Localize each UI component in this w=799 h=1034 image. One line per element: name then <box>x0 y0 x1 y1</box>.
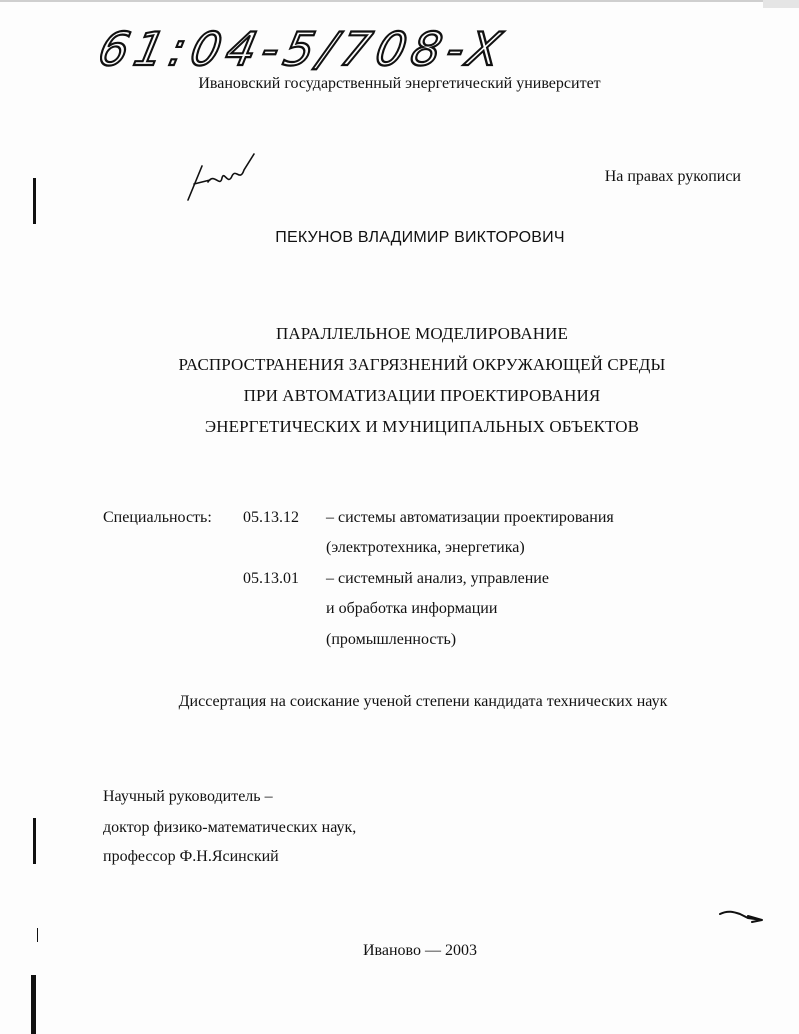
specialty-code: 05.13.01 <box>243 570 299 587</box>
supervisor-role: Научный руководитель – <box>103 788 273 805</box>
specialty-description-cont: и обработка информации <box>326 600 498 617</box>
degree-statement: Диссертация на соискание ученой степени кандидата технических наук <box>178 693 668 710</box>
handwritten-number-text: 61:04-5/708-X <box>100 22 512 76</box>
specialty-code: 05.13.12 <box>243 509 299 526</box>
title-line: ПАРАЛЛЕЛЬНОЕ МОДЕЛИРОВАНИЕ <box>276 324 568 343</box>
binding-mark <box>31 975 36 1034</box>
specialty-description: – системы автоматизации проектирования <box>326 509 614 526</box>
binding-mark <box>37 928 38 942</box>
signature-mark-icon <box>180 148 260 208</box>
supervisor-degree: доктор физико-математических наук, <box>103 819 357 836</box>
specialty-label: Специальность: <box>103 509 212 526</box>
manuscript-rights-label: На правах рукописи <box>604 168 741 185</box>
binding-mark <box>33 178 36 224</box>
scan-top-edge <box>0 0 799 2</box>
handwritten-number-stroke <box>100 10 570 80</box>
binding-mark <box>33 818 36 864</box>
specialty-description-cont: (электротехника, энергетика) <box>326 539 525 556</box>
title-line: ЭНЕРГЕТИЧЕСКИХ И МУНИЦИПАЛЬНЫХ ОБЪЕКТОВ <box>204 417 640 436</box>
supervisor-name: профессор Ф.Н.Ясинский <box>103 848 279 865</box>
university-name: Ивановский государственный энергетический университет <box>198 75 601 92</box>
dissertation-title <box>0 318 799 442</box>
specialty-description-cont: (промышленность) <box>326 631 457 648</box>
handwritten-catalog-number <box>100 10 570 80</box>
title-line: РАСПРОСТРАНЕНИЯ ЗАГРЯЗНЕНИЙ ОКРУЖАЮЩЕЙ СРЕДЫ <box>178 355 666 374</box>
scan-corner-shadow <box>763 0 799 8</box>
city-year: Иваново — 2003 <box>362 942 477 959</box>
scan-arrow-mark-icon <box>718 906 768 926</box>
title-line: ПРИ АВТОМАТИЗАЦИИ ПРОЕКТИРОВАНИЯ <box>243 386 601 405</box>
author-name: ПЕКУНОВ ВЛАДИМИР ВИКТОРОВИЧ <box>275 229 565 246</box>
specialty-description: – системный анализ, управление <box>326 570 549 587</box>
